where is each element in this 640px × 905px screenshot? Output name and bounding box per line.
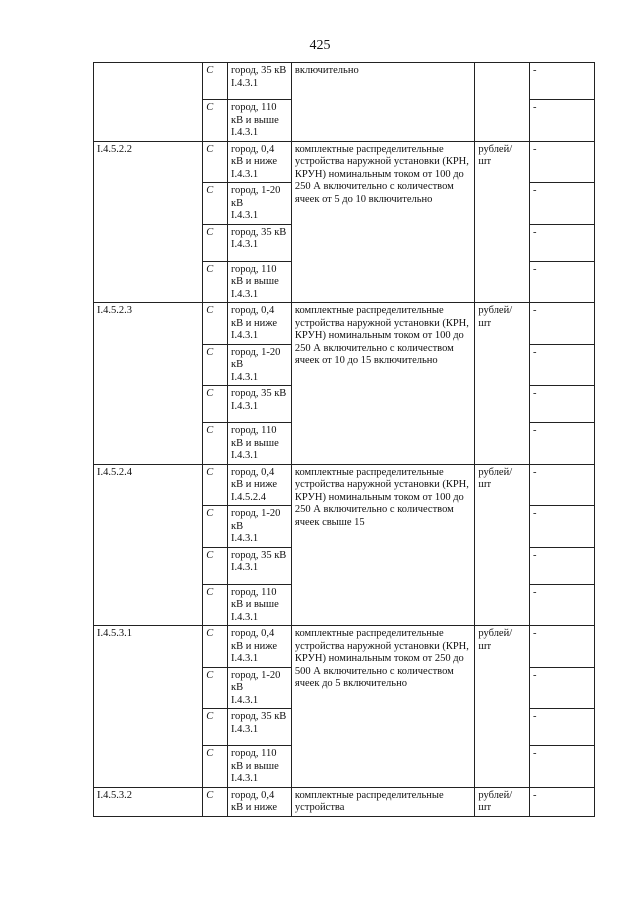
value-dash: - — [530, 224, 595, 261]
category-letter: С — [203, 183, 228, 225]
voltage-text: город, 0,4 кВ и ниже — [231, 305, 277, 329]
unit: рублей/ шт — [475, 303, 530, 465]
value-dash: - — [530, 547, 595, 584]
voltage-cell — [228, 303, 292, 345]
reference-text: I.4.3.1 — [231, 694, 259, 706]
value-dash: - — [530, 626, 595, 668]
description: комплектные распределительные устройства наружной установки (КРН, КРУН) номинальным током от 100 до 250 А включительно с количеством ячеек от 5 до 10 включительно — [291, 141, 474, 303]
table-row — [94, 63, 595, 100]
voltage-text: город, 110 кВ и выше — [231, 748, 279, 772]
row-code: I.4.5.2.2 — [94, 141, 203, 303]
category-letter: С — [203, 303, 228, 345]
value-dash: - — [530, 746, 595, 788]
value-dash: - — [530, 584, 595, 626]
reference-text: I.4.3.1 — [231, 611, 259, 623]
voltage-cell — [228, 709, 292, 746]
voltage-text: город, 35 кВ — [231, 711, 287, 722]
value-dash: - — [530, 183, 595, 225]
voltage-text: город, 35 кВ — [231, 549, 287, 561]
voltage-text: город, 0,4 кВ и ниже — [231, 628, 277, 652]
voltage-text: город, 1-20 кВ — [231, 185, 281, 209]
reference-text: I.4.3.1 — [231, 562, 259, 573]
table-body — [94, 63, 595, 817]
voltage-cell — [228, 506, 292, 548]
category-letter: С — [203, 63, 228, 100]
category-letter: С — [203, 626, 228, 668]
reference-text: I.4.3.1 — [231, 77, 259, 89]
value-dash: - — [530, 423, 595, 465]
voltage-cell — [228, 787, 292, 816]
reference-text: I.4.3.1 — [231, 400, 259, 412]
voltage-cell — [228, 667, 292, 709]
value-dash: - — [530, 787, 595, 816]
page-number: 425 — [309, 38, 331, 53]
table-row — [94, 787, 595, 816]
reference-text: I.4.3.1 — [231, 371, 259, 383]
value-dash: - — [530, 506, 595, 548]
voltage-cell — [228, 344, 292, 386]
voltage-text: город, 110 кВ и выше — [231, 586, 279, 610]
voltage-cell — [228, 261, 292, 303]
reference-text: I.4.3.1 — [231, 533, 259, 544]
category-letter: С — [203, 464, 228, 506]
category-letter: С — [203, 506, 228, 548]
value-dash: - — [530, 464, 595, 506]
reference-text: I.4.3.1 — [231, 239, 259, 250]
value-dash: - — [530, 344, 595, 386]
value-dash: - — [530, 303, 595, 345]
voltage-cell — [228, 386, 292, 423]
category-letter: С — [203, 141, 228, 183]
reference-text: I.4.3.1 — [231, 210, 259, 221]
table-row — [94, 626, 595, 668]
reference-text: I.4.3.1 — [231, 288, 259, 300]
voltage-text: город, 1-20 кВ — [231, 508, 281, 532]
reference-text: I.4.3.1 — [231, 127, 259, 138]
unit: рублей/ шт — [475, 626, 530, 788]
voltage-text: город, 110 кВ и выше — [231, 263, 279, 287]
description: комплектные распределительные устройства наружной установки (КРН, КРУН) номинальным током от 250 до 500 А включительно с количеством ячеек до 5 включительно — [291, 626, 474, 788]
row-code — [94, 63, 203, 142]
category-letter: С — [203, 100, 228, 142]
voltage-cell — [228, 423, 292, 465]
category-letter: С — [203, 709, 228, 746]
category-letter: С — [203, 386, 228, 423]
tariff-table — [93, 62, 595, 817]
voltage-text: город, 35 кВ — [231, 388, 287, 399]
voltage-cell — [228, 224, 292, 261]
row-code: I.4.5.3.1 — [94, 626, 203, 788]
category-letter: С — [203, 547, 228, 584]
unit — [475, 63, 530, 142]
row-code: I.4.5.2.3 — [94, 303, 203, 465]
reference-text: I.4.5.2.4 — [231, 491, 266, 503]
category-letter: С — [203, 667, 228, 709]
voltage-cell — [228, 63, 292, 100]
description: комплектные распределительные устройства наружной установки (КРН, КРУН) номинальным током от 100 до 250 А включительно с количеством ячеек свыше 15 — [291, 464, 474, 626]
voltage-text: город, 110 кВ и выше — [231, 102, 279, 126]
voltage-cell — [228, 141, 292, 183]
voltage-cell — [228, 100, 292, 142]
voltage-cell — [228, 547, 292, 584]
voltage-text: город, 1-20 кВ — [231, 346, 281, 370]
description: включительно — [291, 63, 474, 142]
voltage-cell — [228, 746, 292, 788]
description: комплектные распределительные устройства — [291, 787, 474, 816]
value-dash: - — [530, 100, 595, 142]
reference-text: I.4.3.1 — [231, 330, 259, 341]
category-letter: С — [203, 261, 228, 303]
voltage-cell — [228, 626, 292, 668]
category-letter: С — [203, 584, 228, 626]
unit: рублей/ шт — [475, 141, 530, 303]
voltage-text: город, 1-20 кВ — [231, 669, 281, 693]
unit: рублей/ шт — [475, 787, 530, 816]
category-letter: С — [203, 787, 228, 816]
voltage-cell — [228, 584, 292, 626]
category-letter: С — [203, 344, 228, 386]
reference-text: I.4.3.1 — [231, 653, 259, 664]
category-letter: С — [203, 224, 228, 261]
reference-text: I.4.3.1 — [231, 723, 259, 735]
value-dash: - — [530, 63, 595, 100]
voltage-cell — [228, 183, 292, 225]
value-dash: - — [530, 709, 595, 746]
category-letter: С — [203, 746, 228, 788]
voltage-text: город, 0,4 кВ и ниже — [231, 789, 277, 813]
voltage-cell — [228, 464, 292, 506]
voltage-text: город, 110 кВ и выше — [231, 425, 279, 449]
voltage-text: город, 35 кВ — [231, 226, 287, 238]
voltage-text: город, 0,4 кВ и ниже — [231, 143, 277, 167]
value-dash: - — [530, 386, 595, 423]
description: комплектные распределительные устройства наружной установки (КРН, КРУН) номинальным током от 100 до 250 А включительно с количеством ячеек от 10 до 15 включительно — [291, 303, 474, 465]
voltage-text: город, 35 кВ — [231, 65, 287, 76]
table-row — [94, 141, 595, 183]
voltage-text: город, 0,4 кВ и ниже — [231, 466, 277, 490]
value-dash: - — [530, 667, 595, 709]
value-dash: - — [530, 261, 595, 303]
value-dash: - — [530, 141, 595, 183]
reference-text: I.4.3.1 — [231, 450, 259, 461]
reference-text: I.4.3.1 — [231, 168, 259, 180]
row-code: I.4.5.2.4 — [94, 464, 203, 626]
category-letter: С — [203, 423, 228, 465]
row-code: I.4.5.3.2 — [94, 787, 203, 816]
table-row — [94, 464, 595, 506]
reference-text: I.4.3.1 — [231, 773, 259, 784]
unit: рублей/ шт — [475, 464, 530, 626]
table-row — [94, 303, 595, 345]
